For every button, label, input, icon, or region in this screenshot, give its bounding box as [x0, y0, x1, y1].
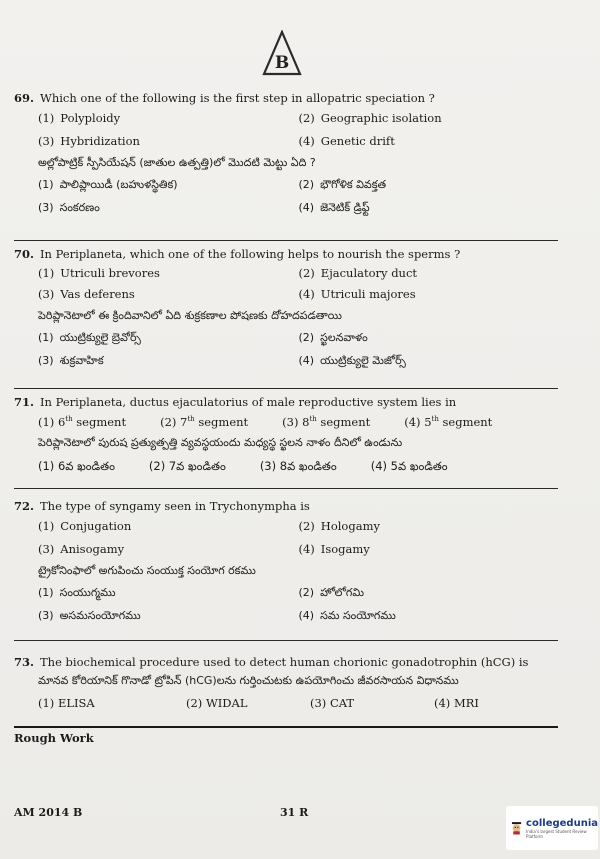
telugu-option-4[interactable]: (4) సమ సంయోగము [298, 608, 396, 622]
option-4[interactable]: (4) MRI [434, 696, 479, 710]
option-4[interactable]: (4) Isogamy [298, 542, 370, 556]
question-text: The biochemical procedure used to detect human chorionic gonadotrophin (hCG) is [40, 655, 529, 669]
telugu-option-3[interactable]: (3) 8వ ఖండితం [259, 459, 337, 473]
option-2[interactable]: (2) WIDAL [186, 696, 248, 710]
mascot-icon [510, 817, 523, 839]
option-3[interactable]: (3) CAT [310, 696, 355, 710]
booklet-code-footer: AM 2014 B [14, 806, 83, 819]
telugu-option-1[interactable]: (1) 6వ ఖండితం [38, 459, 115, 473]
booklet-code-triangle [262, 30, 302, 78]
option-2[interactable]: (2) 7th segment [160, 415, 249, 429]
option-1[interactable]: (1) 6th segment [38, 415, 127, 429]
question-72 [14, 498, 559, 627]
divider [14, 726, 558, 728]
option-1[interactable]: (1) ELISA [38, 696, 95, 710]
option-2[interactable]: (2) Ejaculatory duct [298, 265, 418, 280]
question-number: 69. [14, 91, 35, 105]
telugu-option-1[interactable]: (1) పాలిప్లాయిడీ (బహుళస్థితిక) [38, 177, 178, 191]
question-stem [14, 90, 559, 107]
telugu-option-2[interactable]: (2) 7వ ఖండితం [148, 459, 226, 473]
divider [14, 240, 558, 241]
question-70 [14, 246, 559, 372]
divider [14, 640, 558, 641]
question-71 [14, 394, 559, 479]
telugu-option-4[interactable]: (4) యుట్రిక్యులై మెజోర్స్ [298, 353, 406, 367]
telugu-question-text: అల్లోపాట్రిక్ స్పీసియేషన్ (జాతుల ఉత్పత్తి)లో మొదటి మెట్టు ఏది ? [38, 156, 316, 169]
option-3[interactable]: (3) 8th segment [282, 415, 371, 429]
question-text: In Periplaneta, which one of the following helps to nourish the sperms ? [40, 247, 461, 261]
question-stem [14, 246, 559, 263]
telugu-option-2[interactable]: (2) స్ఖలనవాళం [298, 330, 368, 344]
booklet-code-letter: B [274, 53, 290, 73]
question-number: 73. [14, 655, 35, 669]
brand-tagline: India's largest Student Review Platform [526, 828, 587, 839]
page-number: 31 R [280, 806, 309, 819]
telugu-option-3[interactable]: (3) సంకరణం [38, 200, 100, 214]
question-stem [14, 654, 559, 671]
option-1[interactable]: (1) Conjugation [38, 519, 132, 533]
option-2[interactable]: (2) Hologamy [298, 519, 380, 533]
question-text: Which one of the following is the first step in allopatric speciation ? [40, 91, 435, 105]
question-69 [14, 90, 559, 219]
option-1[interactable]: (1) Polyploidy [38, 111, 121, 125]
telugu-option-2[interactable]: (2) హోలోగమి [298, 585, 364, 599]
question-number: 70. [14, 247, 35, 261]
question-text: In Periplaneta, ductus ejaculatorius of male reproductive system lies in [40, 395, 457, 409]
question-number: 71. [14, 395, 35, 409]
option-3[interactable]: (3) Vas deferens [38, 287, 135, 301]
telugu-question-text: మానవ కోరియానిక్ గొనాడో ట్రోపిన్ (hCG)లను గుర్తించుటకు ఉపయోగించు జీవరసాయన విధానము [38, 674, 459, 687]
option-4[interactable]: (4) Genetic drift [298, 134, 395, 148]
question-73 [14, 654, 559, 715]
question-stem [14, 394, 559, 411]
telugu-question-text: పెరిప్లానెటాలో పురుష ప్రత్యుత్పత్తి వ్యవస్థయందు మధ్యస్థ స్ఖలన నాళం దీనిలో ఉండును [38, 436, 403, 449]
telugu-option-4[interactable]: (4) జెనెటిక్ డ్రిఫ్ట్ [298, 200, 370, 214]
telugu-option-3[interactable]: (3) అసమసంయోగము [38, 608, 141, 622]
question-number: 72. [14, 499, 35, 513]
option-1[interactable]: (1) Utriculi brevores [38, 265, 160, 280]
collegedunia-watermark [506, 806, 598, 850]
divider [14, 488, 558, 489]
rough-work-label: Rough Work [14, 731, 94, 745]
option-4[interactable]: (4) 5th segment [404, 415, 493, 429]
divider [14, 388, 558, 389]
telugu-option-3[interactable]: (3) శుక్రవాహిక [38, 353, 104, 367]
option-2[interactable]: (2) Geographic isolation [298, 111, 442, 125]
option-3[interactable]: (3) Anisogamy [38, 542, 125, 556]
telugu-option-1[interactable]: (1) సంయుగ్మము [38, 585, 116, 599]
question-stem [14, 498, 559, 515]
option-3[interactable]: (3) Hybridization [38, 134, 140, 148]
brand-name: collegedunia [526, 817, 598, 829]
option-4[interactable]: (4) Utriculi majores [298, 287, 416, 301]
telugu-question-text: పెరిప్లానెటాలో ఈ క్రిందివానిలో ఏది శుక్రకణాల పోషణకు దోహదపడతాయి [38, 309, 342, 322]
telugu-option-1[interactable]: (1) యుట్రిక్యులై బ్రెవోర్స్ [38, 330, 141, 344]
telugu-question-text: ట్రైకోనింఫాలో అగుపించు సంయుక్త సంయోగ రకము [38, 564, 256, 577]
question-text: The type of syngamy seen in Trychonympha is [40, 499, 310, 513]
telugu-option-2[interactable]: (2) భౌగోళిక వివక్తత [298, 177, 387, 191]
telugu-option-4[interactable]: (4) 5వ ఖండితం [370, 459, 448, 473]
